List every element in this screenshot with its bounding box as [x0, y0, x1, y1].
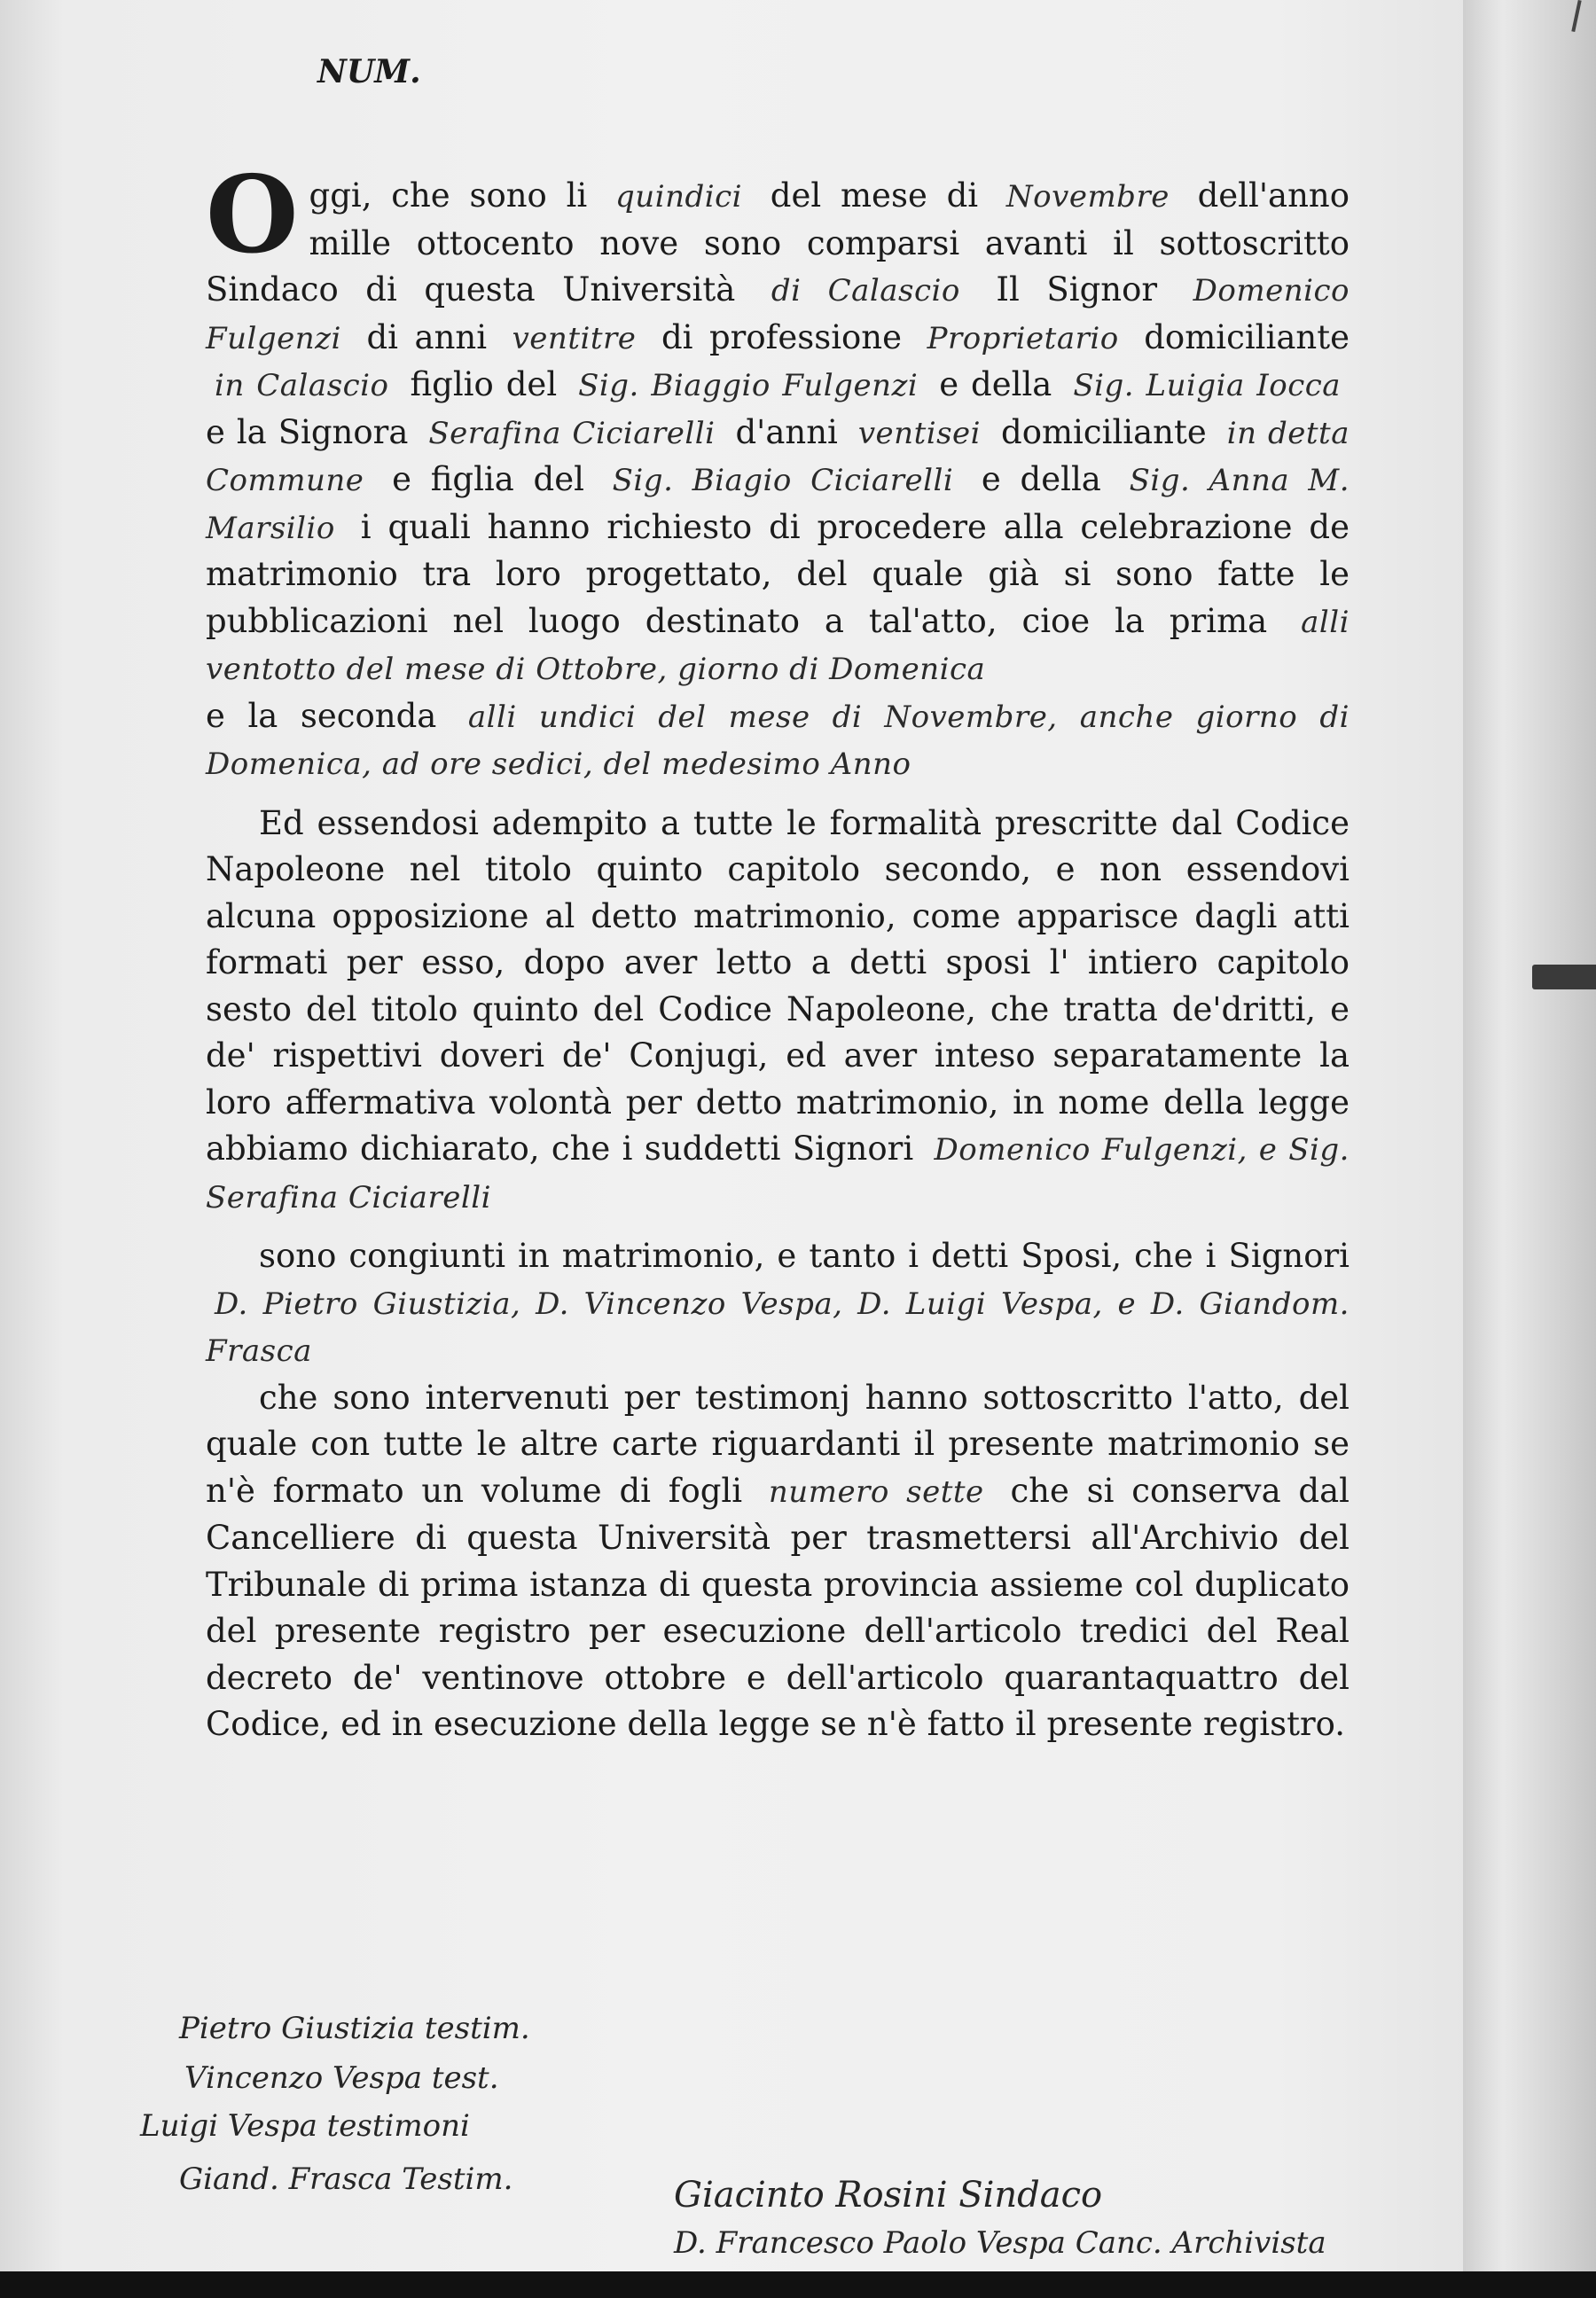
text-daughter-of: e figlia del — [392, 460, 584, 498]
paragraph-parties — [206, 152, 1350, 788]
text-signora: e la Signora — [206, 412, 409, 451]
handwritten-second-publication: alli undici del mese di Novembre, anche giorno di Domenica, ad ore sedici, del medesimo Anno — [206, 699, 1350, 782]
signature-mayor: Giacinto Rosini Sindaco — [674, 2175, 1103, 2216]
text-domicile-label: domiciliante — [1144, 317, 1350, 356]
text-declaration: Ed essendosi adempito a tutte le formalità prescritte dal Codice Napoleone nel titolo quinto capitolo secondo, e non essendovi alcuna opposizione al detto matrimonio, come apparisce dagli atti formati per esso, dopo aver letto a detti sposi l' intiero capitolo sesto del titolo quinto del Codice Napoleone, che tratta de'dritti, e de' rispettivi doveri de' Conjugi, ed aver inteso separatamente la loro affermativa volontà per detto matrimonio, in nome della legge abbiamo dichiarato, che i suddetti Signori — [206, 803, 1350, 1168]
text-bride-age-label: d'anni — [735, 412, 838, 451]
text-and-of: e della — [939, 365, 1052, 403]
text-united: sono congiunti in matrimonio, e tanto i detti Sposi, che i Signori — [259, 1237, 1350, 1275]
text-request: i quali hanno richiesto di procedere alla celebrazione de matrimonio tra loro progettato, del quale già si sono fatte le pubblicazioni nel luogo destinato a tal'atto, cioe la prima — [206, 507, 1350, 640]
handwritten-place: di Calascio — [771, 273, 960, 309]
text-archive: che si conserva dal Cancelliere di questa Università per trasmettersi all'Archivio del Tribunale di prima istanza di questa provincia assieme col duplicato del presente registro per esecuzione dell'articolo tredici del Real decreto de' ventinove ottobre e dell'articolo quarantaquattro del Codice, ed in esecuzione della legge se n'è fatto il presente registro. — [206, 1471, 1350, 1743]
text-second-label: e la seconda — [206, 696, 437, 735]
text-signed: che sono intervenuti per testimonj hanno sottoscritto l'atto, del quale con tutte le altre carte riguardanti il presente matrimonio se n'è formato un volume di fogli — [206, 1378, 1350, 1510]
page-fold-shadow — [1463, 0, 1596, 2298]
handwritten-month: Novembre — [1005, 179, 1170, 215]
signature-witness-2: Vincenzo Vespa test. — [184, 2060, 499, 2096]
signatures-block — [124, 2011, 1561, 2277]
handwritten-bride-age: ventisei — [857, 415, 982, 451]
handwritten-groom-name: Domenico Fulgenzi — [206, 273, 1350, 356]
paragraph-gap — [206, 788, 1350, 801]
record-number-label: NUM. — [317, 53, 421, 90]
signature-chancellor: D. Francesco Paolo Vespa Canc. Archivista — [674, 2225, 1326, 2261]
handwritten-bride-name: Serafina Ciciarelli — [428, 415, 716, 451]
handwritten-bride-mother: Sig. Anna M. Marsilio — [206, 463, 1350, 546]
text-profession-label: di professione — [661, 317, 903, 356]
handwritten-groom-mother: Sig. Luigia Iocca — [1073, 368, 1342, 403]
paragraph-witnesses — [206, 1233, 1350, 1375]
text-son-of: figlio del — [410, 365, 558, 403]
text-age-label: di anni — [366, 317, 488, 356]
text-signor: Il Signor — [996, 270, 1158, 309]
handwritten-bride-domicile: in detta Commune — [206, 415, 1350, 498]
handwritten-sheet-count: numero sette — [768, 1473, 984, 1510]
handwritten-first-publication: alli ventotto del mese di Ottobre, giorno di Domenica — [206, 604, 1350, 687]
text-intro: ggi, che sono li — [309, 176, 588, 215]
page-tab-marker — [1532, 965, 1596, 989]
paragraph-closing — [206, 1375, 1350, 1748]
signature-witness-4: Giand. Frasca Testim. — [179, 2161, 513, 2197]
record-body — [206, 152, 1350, 1748]
handwritten-spouses: Domenico Fulgenzi, e Sig. Serafina Ciciarelli — [206, 1132, 1350, 1215]
text-and-of-2: e della — [981, 460, 1101, 498]
signature-witness-1: Pietro Giustizia testim. — [179, 2011, 530, 2046]
handwritten-groom-profession: Proprietario — [927, 320, 1119, 356]
signature-witness-3: Luigi Vespa testimoni — [140, 2108, 470, 2144]
handwritten-witnesses: D. Pietro Giustizia, D. Vincenzo Vespa, D. Luigi Vespa, e D. Giandom. Frasca — [206, 1286, 1350, 1369]
handwritten-groom-domicile: in Calascio — [215, 368, 389, 403]
text-year: dell'anno mille ottocento nove sono comparsi avanti il sottoscritto Sindaco di questa Università — [206, 176, 1350, 309]
handwritten-groom-father: Sig. Biaggio Fulgenzi — [578, 368, 919, 403]
handwritten-day: quindici — [615, 179, 743, 215]
dropcap-letter: O — [206, 152, 299, 277]
paragraph-declaration — [206, 801, 1350, 1222]
handwritten-groom-age: ventitre — [512, 320, 637, 356]
paragraph-gap — [206, 1221, 1350, 1233]
handwritten-bride-father: Sig. Biagio Ciciarelli — [612, 463, 954, 498]
text-bride-domicile-label: domiciliante — [1001, 412, 1207, 451]
text-month-label: del mese di — [770, 176, 979, 215]
